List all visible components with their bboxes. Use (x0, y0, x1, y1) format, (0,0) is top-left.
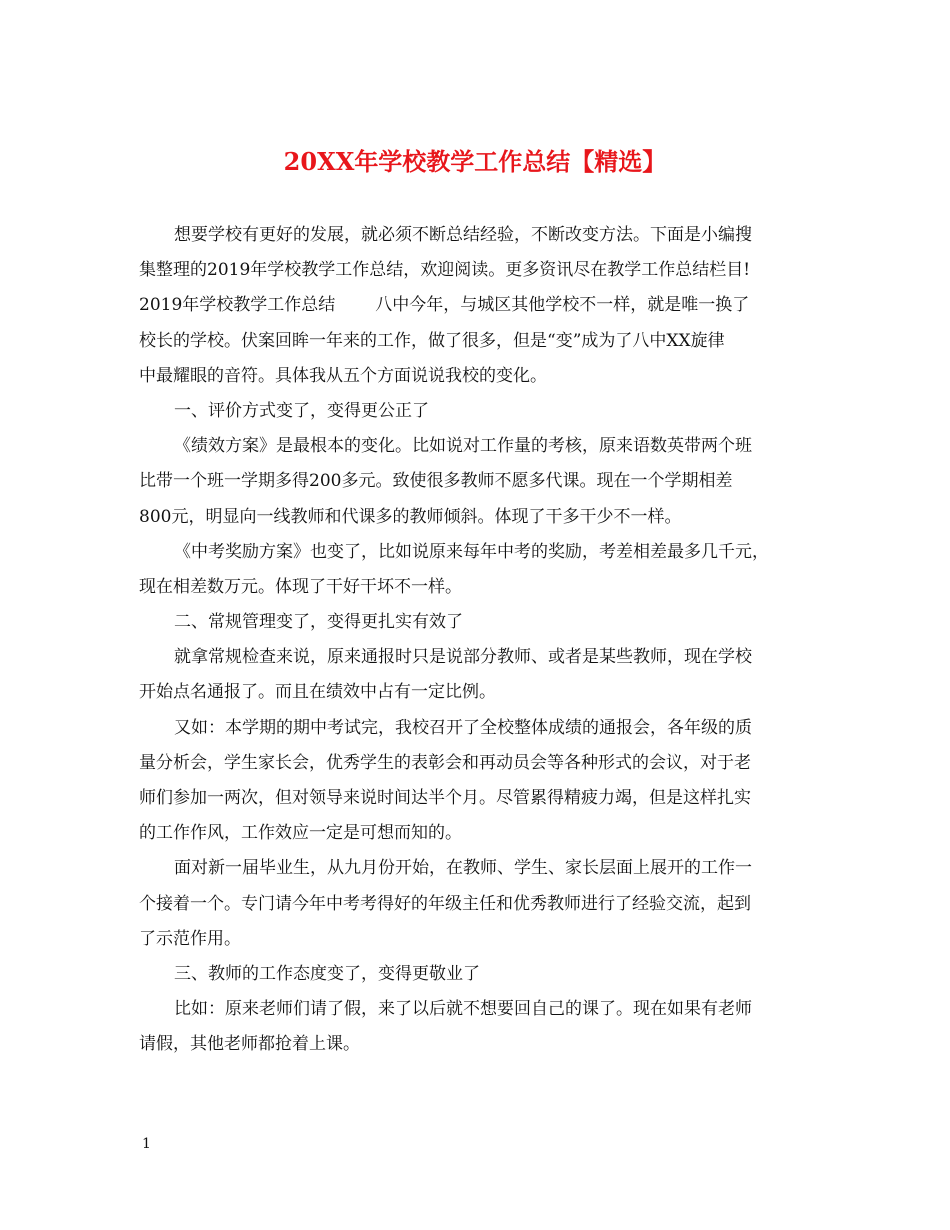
text-line: 集整理的2019年学校教学工作总结，欢迎阅读。更多资讯尽在教学工作总结栏目! (139, 260, 751, 281)
page-number: 1 (142, 1136, 151, 1152)
text-line-with-heading (139, 288, 819, 323)
text-line: 《绩效方案》是最根本的变化。比如说对工作量的考核，原来语数英带两个班 (174, 436, 752, 457)
text-line: 请假，其他老师都抢着上课。 (139, 1034, 360, 1055)
text-line: 比如：原来老师们请了假，来了以后就不想要回自己的课了。现在如果有老师 (174, 999, 752, 1020)
inline-text: 八中今年，与城区其他学校不一样，就是唯一换了 (375, 295, 750, 316)
document-title: 20XX年学校教学工作总结【精选】 (283, 147, 667, 176)
text-line: 校长的学校。伏案回眸一年来的工作，做了很多，但是“变”成为了八中XX旋律 (139, 330, 725, 351)
text-line: 比带一个班一学期多得200多元。致使很多教师不愿多代课。现在一个学期相差 (139, 471, 733, 492)
text-line: 量分析会，学生家长会，优秀学生的表彰会和再动员会等各种形式的会议，对于老 (139, 752, 751, 773)
text-line: 个接着一个。专门请今年中考考得好的年级主任和优秀教师进行了经验交流，起到 (139, 893, 751, 914)
text-line: 《中考奖励方案》也变了，比如说原来每年中考的奖励，考差相差最多几千元， (174, 541, 769, 562)
document-body (139, 218, 819, 1063)
text-line: 中最耀眼的音符。具体我从五个方面说说我校的变化。 (139, 365, 547, 386)
text-line: 又如：本学期的期中考试完，我校召开了全校整体成绩的通报会，各年级的质 (174, 717, 752, 738)
text-line: 就拿常规检查来说，原来通报时只是说部分教师、或者是某些教师，现在学校 (174, 647, 752, 668)
inline-heading: 2019年学校教学工作总结 (139, 295, 336, 316)
section-heading: 二、常规管理变了，变得更扎实有效了 (174, 612, 463, 633)
text-line: 想要学校有更好的发展，就必须不断总结经验，不断改变方法。下面是小编搜 (174, 225, 752, 245)
text-line: 面对新一届毕业生，从九月份开始，在教师、学生、家长层面上展开的工作一 (174, 858, 752, 879)
text-line: 师们参加一两次，但对领导来说时间达半个月。尽管累得精疲力竭，但是这样扎实 (139, 788, 751, 808)
section-heading: 三、教师的工作态度变了，变得更敬业了 (174, 963, 480, 984)
text-line: 了示范作用。 (139, 928, 241, 949)
text-line: 开始点名通报了。而且在绩效中占有一定比例。 (139, 682, 496, 703)
text-line: 现在相差数万元。体现了干好干坏不一样。 (139, 576, 462, 597)
text-line: 800元，明显向一线教师和代课多的教师倾斜。体现了干多干少不一样。 (139, 506, 682, 527)
text-line: 的工作作风，工作效应一定是可想而知的。 (139, 823, 462, 844)
section-heading: 一、评价方式变了，变得更公正了 (174, 400, 429, 421)
